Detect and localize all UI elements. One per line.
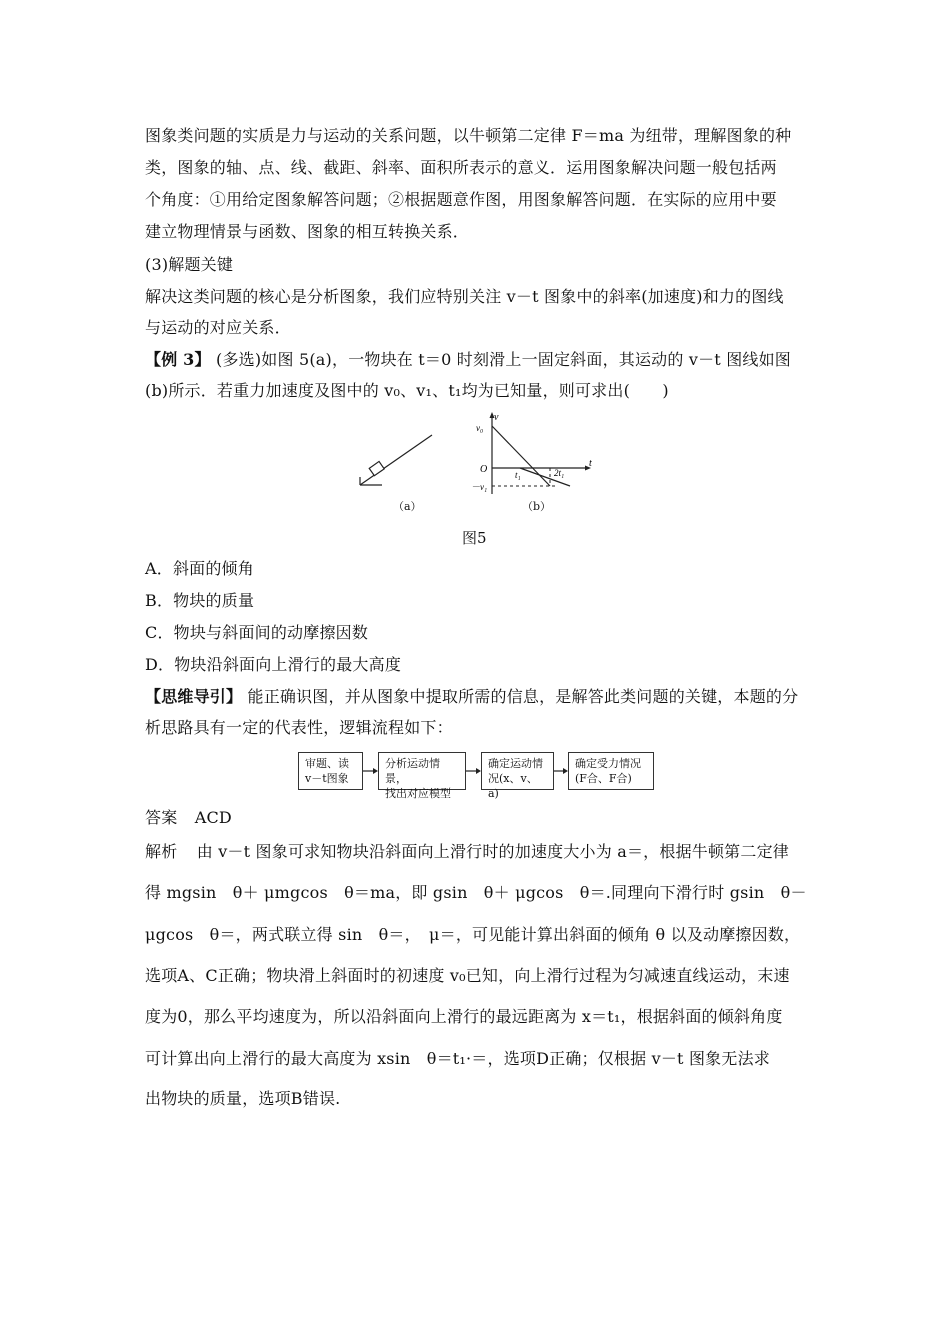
flow-box-3-line-2: 况(x、v、a) xyxy=(488,772,538,800)
flow-box-1-line-1: 审题、读 xyxy=(305,757,349,770)
guide-line-1 xyxy=(145,687,798,707)
example-text-1: (多选)如图 5(a)，一物块在 t＝0 时刻滑上一固定斜面，其运动的 v－t 图线如图 xyxy=(216,350,792,369)
axis-v-label: v xyxy=(494,412,499,423)
origin-label: O xyxy=(480,464,488,475)
axis-t-label: t xyxy=(589,458,592,469)
vt-line-up xyxy=(492,426,550,486)
figure-b-vt-graph xyxy=(470,410,600,496)
analysis-line-4: 选项A、C正确；物块滑上斜面时的初速度 v₀已知，向上滑行过程为匀减速直线运动，末速 xyxy=(145,966,790,985)
option-b: B．物块的质量 xyxy=(145,591,255,610)
analysis-line-7: 出物块的质量，选项B错误. xyxy=(145,1089,341,1108)
intro-line-4: 建立物理情景与函数、图象的相互转换关系． xyxy=(145,222,470,241)
intro-line-1: 图象类问题的实质是力与运动的关系问题，以牛顿第二定律 F＝ma 为纽带，理解图象的种 xyxy=(145,126,792,145)
analysis-line-1 xyxy=(145,842,789,862)
answer-label: 答案 xyxy=(145,808,178,827)
option-c: C．物块与斜面间的动摩擦因数 xyxy=(145,623,369,642)
guide-tag: 【思维导引】 xyxy=(145,687,243,706)
t1-label: t₁ xyxy=(515,470,521,480)
v0-label: v₀ xyxy=(476,423,484,433)
guide-text-1: 能正确识图，并从图象中提取所需的信息，是解答此类问题的关键，本题的分 xyxy=(247,687,799,706)
analysis-text-1: 由 v－t 图象可求知物块沿斜面向上滑行时的加速度大小为 a＝，根据牛顿第二定律 xyxy=(196,842,789,861)
two-t1-label: 2t₁ xyxy=(554,468,565,478)
intro-line-6: 解决这类问题的核心是分析图象，我们应特别关注 v－t 图象中的斜率(加速度)和力的图线 xyxy=(145,287,784,306)
flow-box-4-line-1: 确定受力情况 xyxy=(575,757,641,770)
answer-line xyxy=(145,808,232,828)
analysis-label: 解析 xyxy=(145,842,178,861)
intro-line-3: 个角度：①用给定图象解答问题；②根据题意作图，用图象解答问题．在实际的应用中要 xyxy=(145,190,777,209)
flow-box-2-line-2: 找出对应模型 xyxy=(385,787,451,800)
analysis-line-5: 度为0，那么平均速度为，所以沿斜面向上滑行的最远距离为 x＝t₁，根据斜面的倾斜角度 xyxy=(145,1007,783,1026)
analysis-line-2: 得 mgsin θ＋ μmgcos θ＝ma，即 gsin θ＋ μgcos θ＝.同理向下滑行时 gsin θ－ xyxy=(145,883,807,902)
flow-box-1 xyxy=(298,752,363,790)
example-line-1 xyxy=(145,350,791,370)
intro-line-2: 类，图象的轴、点、线、截距、斜率、面积所表示的意义．运用图象解决问题一般包括两 xyxy=(145,158,777,177)
flow-arrows xyxy=(362,764,662,778)
flow-box-2-line-1: 分析运动情景， xyxy=(385,757,440,785)
neg-v1-label: －v₁ xyxy=(471,482,488,492)
example-tag: 【例 3】 xyxy=(145,350,211,369)
figure-caption: 图5 xyxy=(462,529,487,547)
analysis-line-6: 可计算出向上滑行的最大高度为 xsin θ＝t₁·＝，选项D正确；仅根据 v－t 图象无法求 xyxy=(145,1049,770,1068)
answer-value: ACD xyxy=(194,808,232,827)
figure-b-label: （b） xyxy=(522,500,552,513)
option-d: D．物块沿斜面向上滑行的最大高度 xyxy=(145,655,402,674)
flow-box-3-line-1: 确定运动情 xyxy=(488,757,543,770)
flow-box-1-line-2: v－t图象 xyxy=(305,772,349,785)
figure-a-label: （a） xyxy=(393,500,422,513)
section-heading: (3)解题关键 xyxy=(145,255,234,274)
example-line-2: (b)所示．若重力加速度及图中的 v₀、v₁、t₁均为已知量，则可求出( ) xyxy=(145,381,669,400)
intro-line-7: 与运动的对应关系． xyxy=(145,318,291,337)
figure-a-incline xyxy=(350,425,450,495)
flow-box-4-line-2: (F合、F合) xyxy=(575,772,632,785)
option-a: A．斜面的倾角 xyxy=(145,559,254,578)
guide-line-2: 析思路具有一定的代表性，逻辑流程如下： xyxy=(145,718,453,737)
analysis-line-3: μgcos θ＝，两式联立得 sin θ＝， μ＝，可见能计算出斜面的倾角 θ 以及动摩擦因数， xyxy=(145,925,801,944)
